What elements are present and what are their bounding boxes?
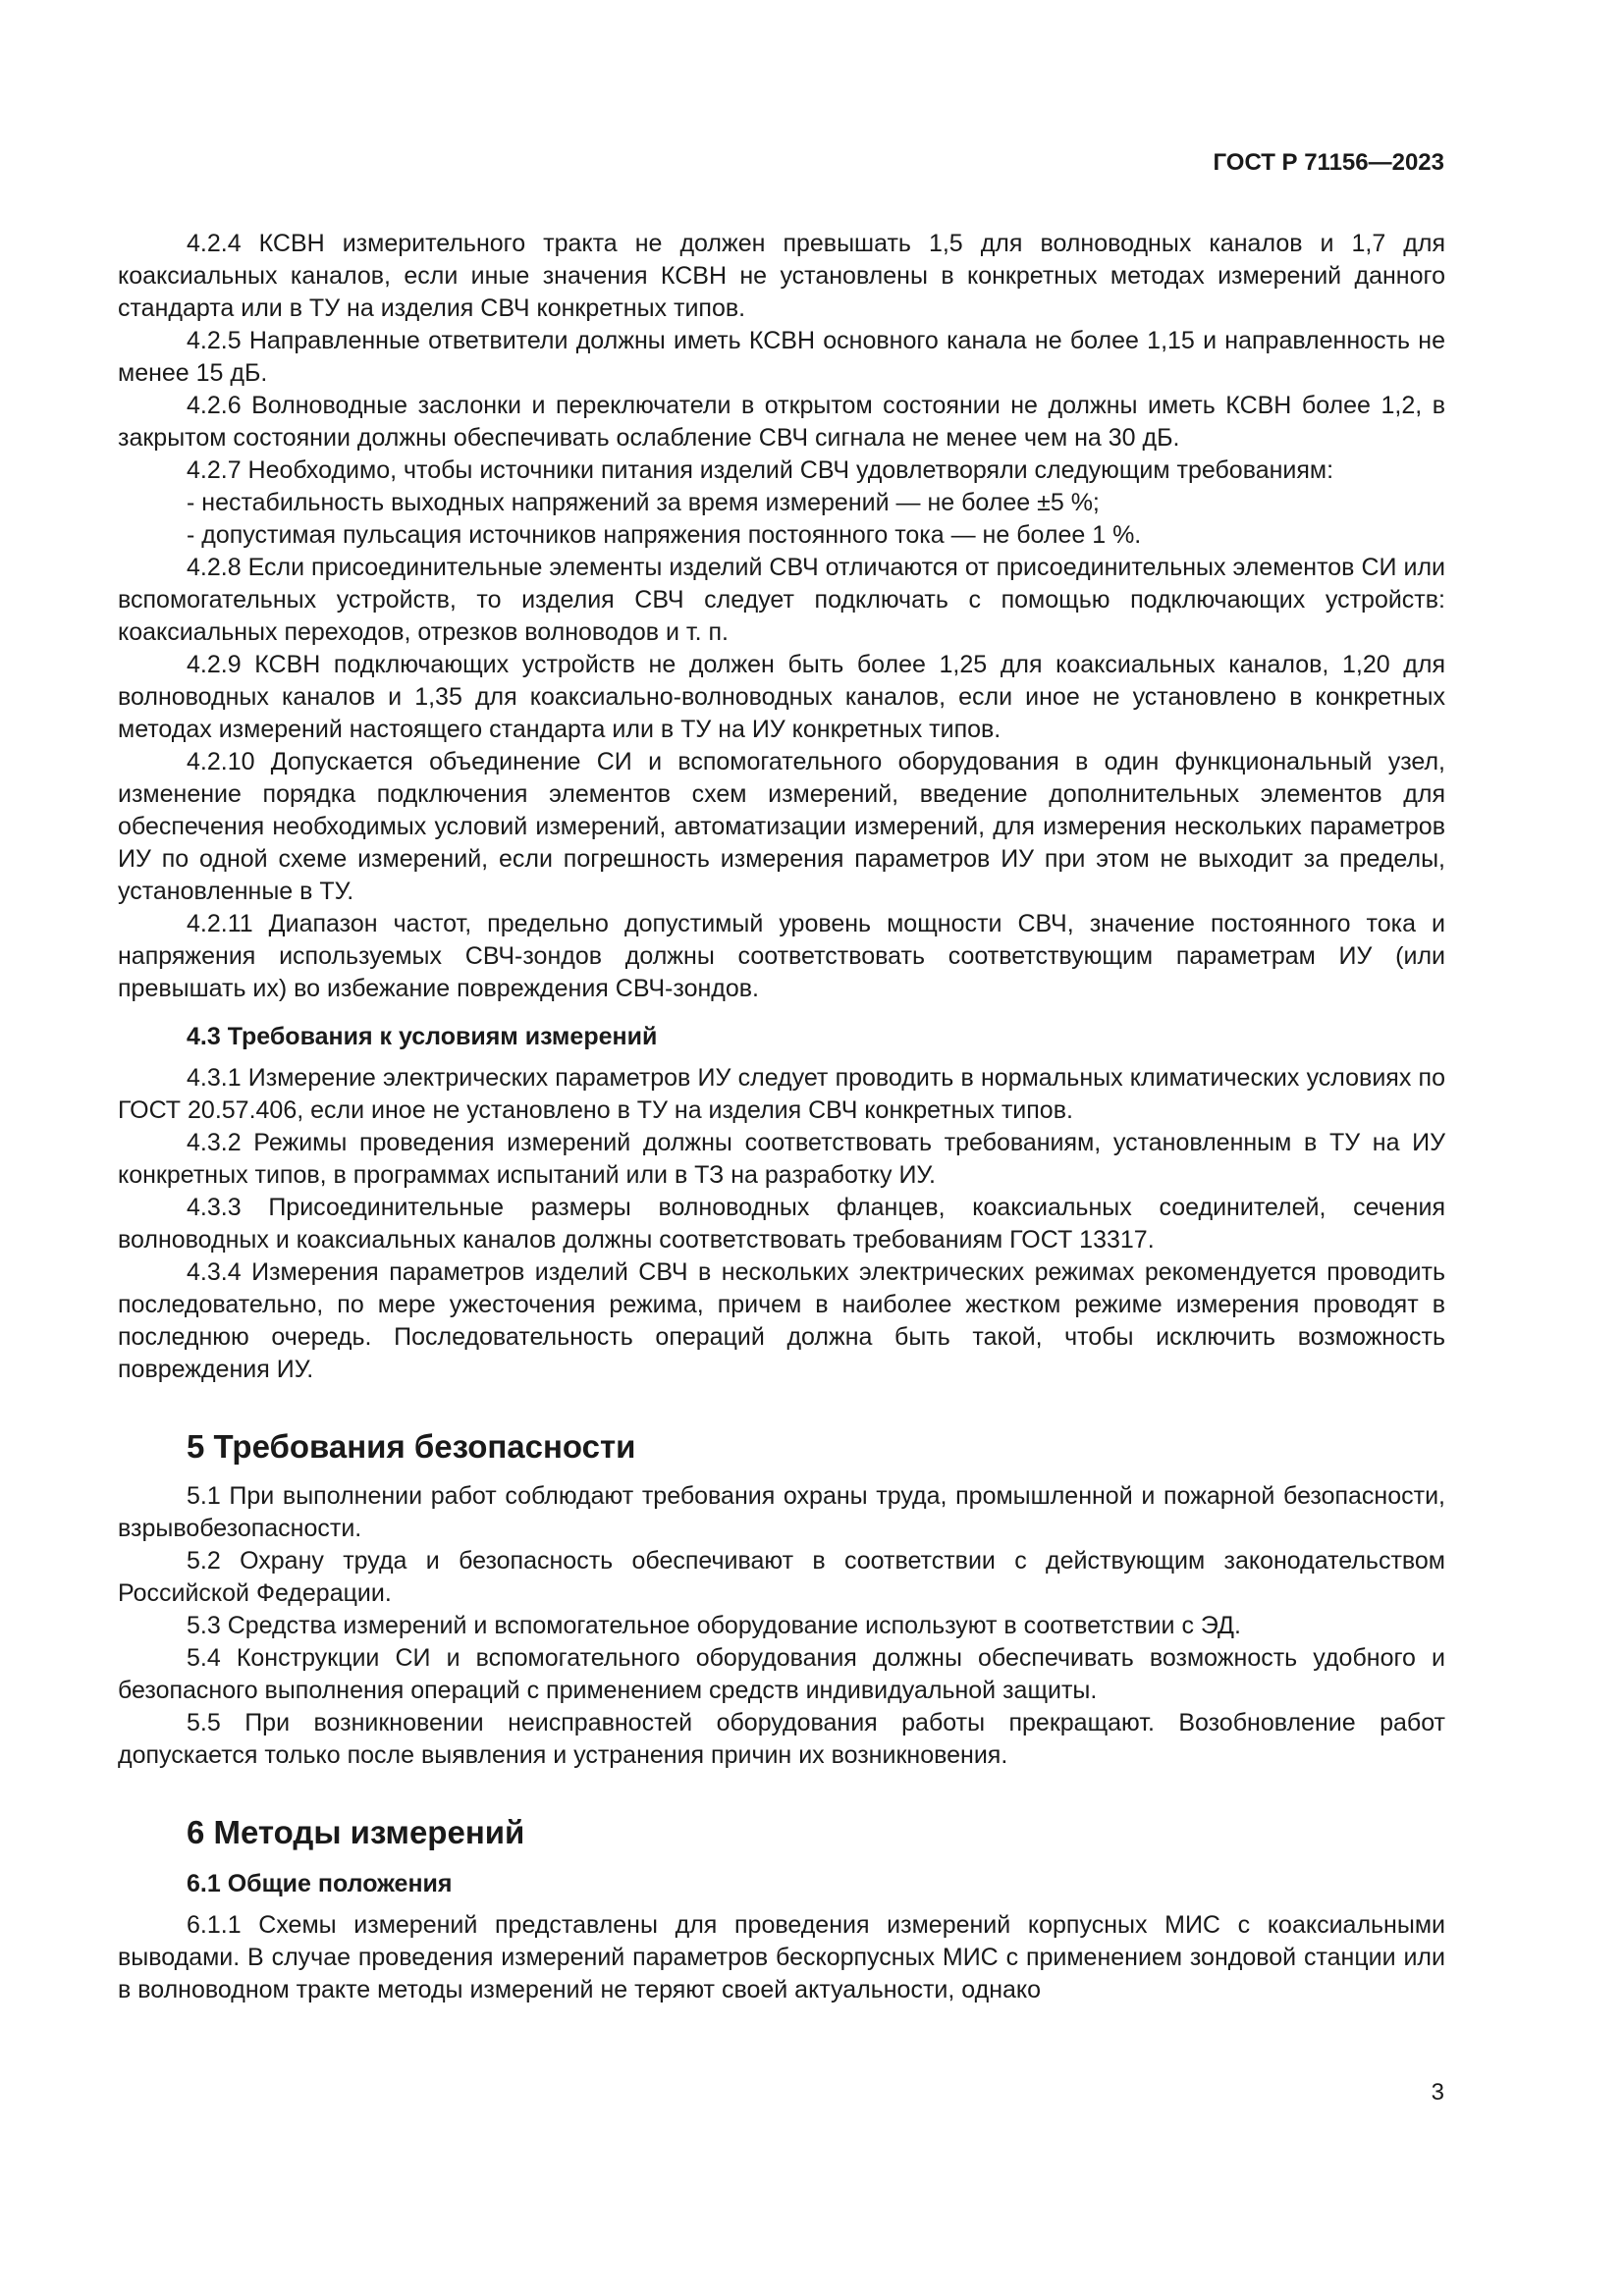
- paragraph-4-2-11: 4.2.11 Диапазон частот, предельно допустимый уровень мощности СВЧ, значение постоянного тока и напряжения используемых СВЧ-зондов должны соответствовать соответствующим параметрам ИУ (или превышать их) во избежание повреждения СВЧ-зондов.: [118, 910, 1445, 1002]
- paragraph-5-1: 5.1 При выполнении работ соблюдают требования охраны труда, промышленной и пожарной безопасности, взрывобезопасности.: [118, 1482, 1445, 1542]
- paragraph-5-4: 5.4 Конструкции СИ и вспомогательного оборудования должны обеспечивать возможность удобного и безопасного выполнения операций с применением средств индивидуальной защиты.: [118, 1644, 1445, 1704]
- section-4-3-heading: 4.3 Требования к условиям измерений: [187, 1023, 658, 1050]
- paragraph-6-1-1: 6.1.1 Схемы измерений представлены для проведения измерений корпусных МИС с коаксиальными выводами. В случае проведения измерений параметров бескорпусных МИС с применением зондовой станции или в волноводном тракте методы измерений не теряют своей актуальности, однако: [118, 1911, 1445, 2003]
- paragraph-4-3-4: 4.3.4 Измерения параметров изделий СВЧ в нескольких электрических режимах рекомендуется проводить последовательно, по мере ужесточения режима, причем в наиболее жестком режиме измерения проводят в последнюю очередь. Последовательность операций должна быть такой, чтобы исключить возможность повреждения ИУ.: [118, 1258, 1445, 1383]
- paragraph-5-3: 5.3 Средства измерений и вспомогательное оборудование используют в соответствии с ЭД.: [187, 1612, 1241, 1639]
- section-6-heading: 6 Методы измерений: [187, 1814, 525, 1850]
- page-number: 3: [1431, 2079, 1444, 2106]
- paragraph-4-3-3: 4.3.3 Присоединительные размеры волноводных фланцев, коаксиальных соединителей, сечения волноводных и коаксиальных каналов должны соответствовать требованиям ГОСТ 13317.: [118, 1194, 1445, 1254]
- paragraph-4-2-6: 4.2.6 Волноводные заслонки и переключатели в открытом состоянии не должны иметь КСВН более 1,2, в закрытом состоянии должны обеспечивать ослабление СВЧ сигнала не менее чем на 30 дБ.: [118, 392, 1445, 452]
- document-header: ГОСТ Р 71156—2023: [1213, 149, 1444, 176]
- paragraph-4-2-8: 4.2.8 Если присоединительные элементы изделий СВЧ отличаются от присоединительных элементов СИ или вспомогательных устройств, то изделия СВЧ следует подключать с помощью подключающих устройств: коаксиальных переходов, отрезков волноводов и т. п.: [118, 554, 1445, 646]
- page-content: [118, 228, 1445, 2006]
- paragraph-4-2-9: 4.2.9 КСВН подключающих устройств не должен быть более 1,25 для коаксиальных каналов, 1,20 для волноводных каналов и 1,35 для коаксиально-волноводных каналов, если иное не установлено в конкретных методах измерений настоящего стандарта или в ТУ на ИУ конкретных типов.: [118, 651, 1445, 743]
- paragraph-4-2-4: 4.2.4 КСВН измерительного тракта не должен превышать 1,5 для волноводных каналов и 1,7 для коаксиальных каналов, если иные значения КСВН не установлены в конкретных методах измерений данного стандарта или в ТУ на изделия СВЧ конкретных типов.: [118, 230, 1445, 322]
- paragraph-4-2-5: 4.2.5 Направленные ответвители должны иметь КСВН основного канала не более 1,15 и направленность не менее 15 дБ.: [118, 327, 1445, 387]
- paragraph-4-2-7: 4.2.7 Необходимо, чтобы источники питания изделий СВЧ удовлетворяли следующим требованиям:: [187, 456, 1334, 484]
- paragraph-4-3-2: 4.3.2 Режимы проведения измерений должны соответствовать требованиям, установленным в ТУ на ИУ конкретных типов, в программах испытаний или в ТЗ на разработку ИУ.: [118, 1129, 1445, 1189]
- paragraph-4-2-10: 4.2.10 Допускается объединение СИ и вспомогательного оборудования в один функциональный узел, изменение порядка подключения элементов схем измерений, введение дополнительных элементов для обеспечения необходимых условий измерений, автоматизации измерений, для измерения нескольких параметров ИУ по одной схеме измерений, если погрешность измерения параметров ИУ при этом не выходит за пределы, установленные в ТУ.: [118, 748, 1445, 905]
- section-6-1-heading: 6.1 Общие положения: [187, 1870, 453, 1897]
- section-5-heading: 5 Требования безопасности: [187, 1428, 636, 1465]
- list-item: - допустимая пульсация источников напряжения постоянного тока — не более 1 %.: [187, 521, 1142, 549]
- paragraph-5-2: 5.2 Охрану труда и безопасность обеспечивают в соответствии с действующим законодательством Российской Федерации.: [118, 1547, 1445, 1607]
- list-item: - нестабильность выходных напряжений за время измерений — не более ±5 %;: [187, 489, 1100, 516]
- paragraph-4-3-1: 4.3.1 Измерение электрических параметров ИУ следует проводить в нормальных климатических условиях по ГОСТ 20.57.406, если иное не установлено в ТУ на изделия СВЧ конкретных типов.: [118, 1064, 1445, 1124]
- paragraph-5-5: 5.5 При возникновении неисправностей оборудования работы прекращают. Возобновление работ допускается только после выявления и устранения причин их возникновения.: [118, 1709, 1445, 1769]
